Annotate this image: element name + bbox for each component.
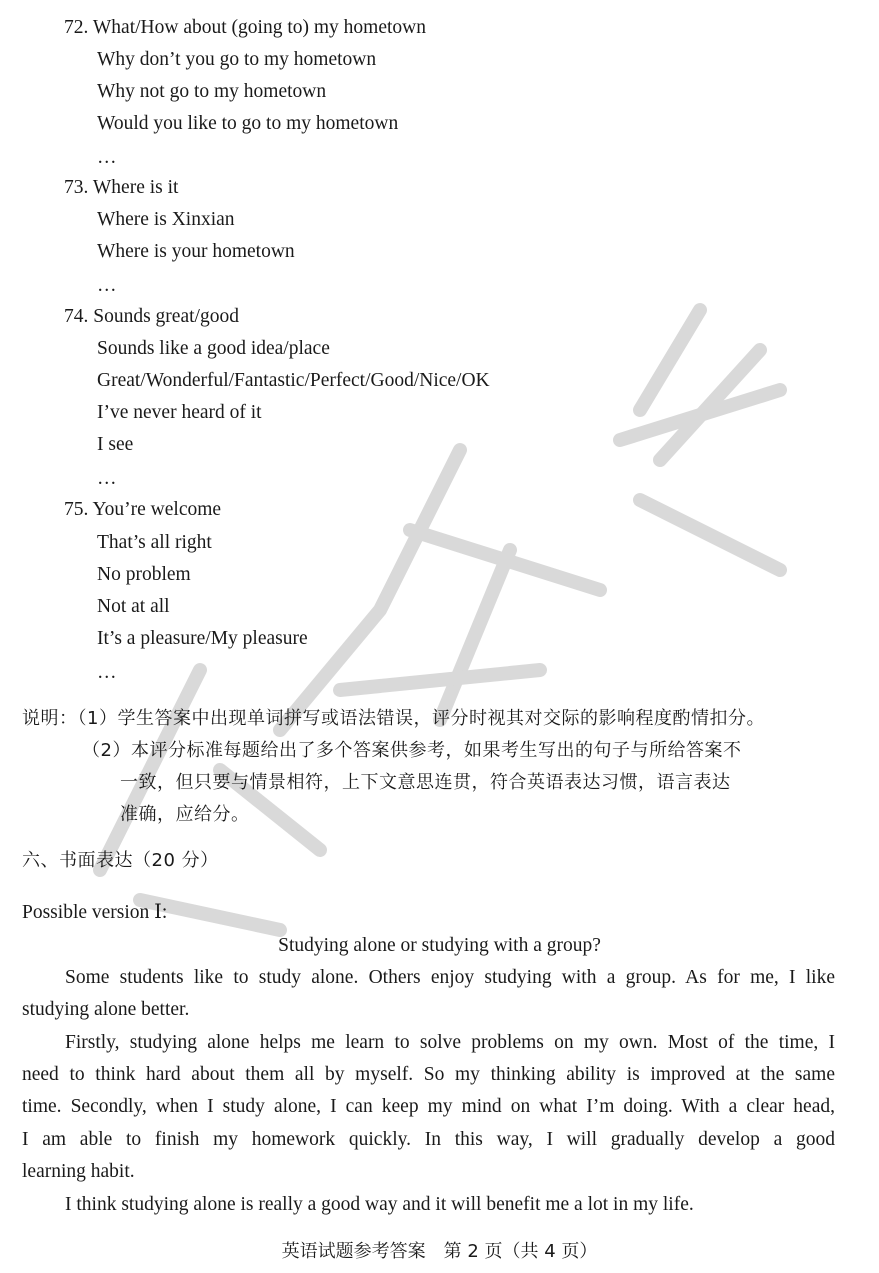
version-label: Possible version Ⅰ: (22, 902, 168, 923)
answer-72-first: 72. What/How about (going to) my hometown (64, 17, 426, 38)
notes-item-1: （1）学生答案中出现单词拼写或语法错误，评分时视其对交际的影响程度酌情扣分。 (77, 708, 765, 729)
answer-75-alt-3: Not at all (97, 596, 170, 617)
notes-item-2-line-2: 一致，但只要与情景相符，上下文意思连贯，符合英语表达习惯，语言表达 (120, 772, 731, 793)
answer-74-alt-3: I’ve never heard of it (97, 402, 262, 423)
essay-p1-line-1: Some students like to study alone. Others enjoy studying with a group. As for me, I like (65, 967, 835, 988)
answer-75-alt-4: It’s a pleasure/My pleasure (97, 628, 308, 649)
answer-72-alt-1: Why don’t you go to my hometown (97, 49, 377, 70)
notes-line-1 (22, 707, 765, 731)
answer-74-alt-4: I see (97, 434, 134, 455)
answer-75-first: 75. You’re welcome (64, 499, 222, 520)
answer-74-first: 74. Sounds great/good (64, 306, 239, 327)
answer-72-alt-2: Why not go to my hometown (97, 81, 327, 102)
answer-74-ellipsis: … (97, 468, 117, 489)
section-heading: 六、书面表达（20 分） (22, 850, 219, 871)
answer-74-alt-2: Great/Wonderful/Fantastic/Perfect/Good/Nice/OK (97, 370, 490, 391)
essay-p2-line-5: learning habit. (22, 1161, 135, 1182)
answer-72-ellipsis: … (97, 147, 117, 168)
answer-75-alt-1: That’s all right (97, 532, 212, 553)
notes-item-2-line-1: （2）本评分标准每题给出了多个答案供参考，如果考生写出的句子与所给答案不 (82, 740, 742, 761)
answer-74-alt-1: Sounds like a good idea/place (97, 338, 330, 359)
essay-title: Studying alone or studying with a group? (278, 935, 601, 956)
notes-lead: 说明： (22, 708, 78, 729)
essay-p3-line-1: I think studying alone is really a good way and it will benefit me a lot in my life. (65, 1194, 694, 1215)
answer-73-ellipsis: … (97, 275, 117, 296)
essay-p2-line-1: Firstly, studying alone helps me learn to solve problems on my own. Most of the time, I (65, 1032, 835, 1053)
answer-73-first: 73. Where is it (64, 177, 179, 198)
answer-75-ellipsis: … (97, 662, 117, 683)
answer-73-alt-1: Where is Xinxian (97, 209, 235, 230)
answer-73-alt-2: Where is your hometown (97, 241, 295, 262)
essay-p1-line-2: studying alone better. (22, 999, 190, 1020)
answer-72-alt-3: Would you like to go to my hometown (97, 113, 399, 134)
essay-p2-line-2: need to think hard about them all by myself. So my thinking ability is improved at the same (22, 1064, 835, 1085)
answer-75-alt-2: No problem (97, 564, 191, 585)
essay-p2-line-3: time. Secondly, when I study alone, I can keep my mind on what I’m doing. With a clear head, (22, 1096, 835, 1117)
page-footer: 英语试题参考答案 第 2 页（共 4 页） (281, 1241, 598, 1262)
notes-item-2-line-3: 准确，应给分。 (120, 804, 250, 825)
essay-p2-line-4: I am able to finish my homework quickly. In this way, I will gradually develop a good (22, 1129, 835, 1150)
